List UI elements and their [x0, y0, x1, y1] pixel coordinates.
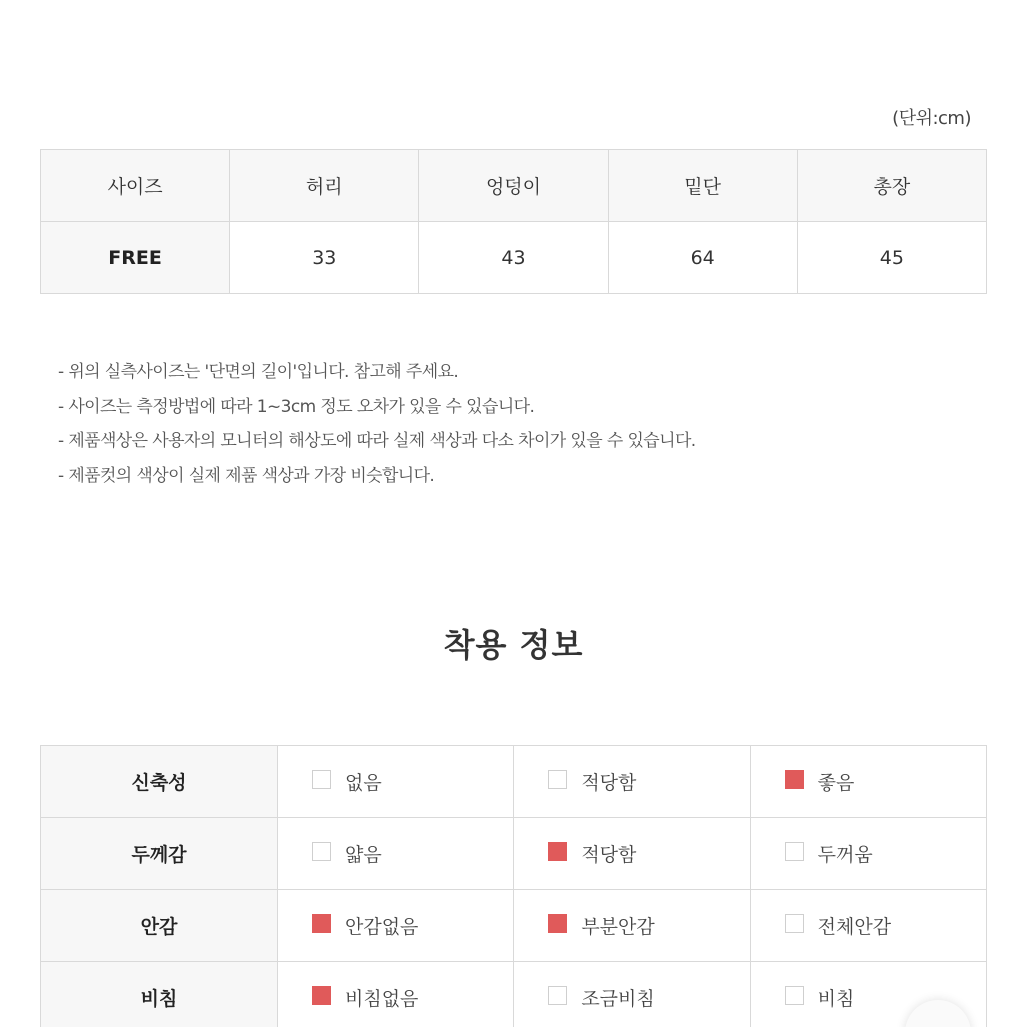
- size-notes: [58, 355, 696, 493]
- size-table-header-row: [41, 150, 987, 222]
- fit-info-title: 착용 정보: [443, 626, 584, 664]
- option-label: 없음: [345, 772, 382, 794]
- option-label: 적당함: [581, 844, 637, 866]
- fit-option: [750, 818, 986, 890]
- table-row-thickness: [41, 818, 987, 890]
- fit-option: [750, 890, 986, 962]
- table-row: [41, 222, 987, 294]
- size-header-size: 사이즈: [41, 150, 230, 222]
- option-label: 비침없음: [345, 988, 419, 1010]
- length-value: 45: [797, 222, 986, 294]
- option-label: 두꺼움: [817, 844, 873, 866]
- size-table: [40, 149, 987, 294]
- option-label: 좋음: [817, 772, 855, 794]
- size-header-length: 총장: [797, 150, 986, 222]
- option-label: 얇음: [345, 844, 382, 866]
- note-item: - 사이즈는 측정방법에 따라 1~3cm 정도 오차가 있을 수 있습니다.: [58, 396, 535, 417]
- checkbox-icon: [312, 842, 331, 861]
- checkbox-icon: [548, 842, 567, 861]
- checkbox-icon: [785, 842, 804, 861]
- option-label: 전체안감: [817, 916, 892, 938]
- checkbox-icon: [312, 914, 331, 933]
- fit-option: [750, 746, 986, 818]
- hip-value: 43: [419, 222, 608, 294]
- table-row-lining: [41, 890, 987, 962]
- fit-option: [514, 818, 750, 890]
- row-label: 안감: [41, 890, 278, 962]
- option-label: 적당함: [581, 772, 637, 794]
- option-label: 안감없음: [345, 916, 419, 938]
- option-label: 부분안감: [581, 916, 655, 938]
- checkbox-icon: [548, 770, 567, 789]
- fit-option: [514, 746, 750, 818]
- waist-value: 33: [230, 222, 419, 294]
- unit-label: (단위:cm): [892, 108, 971, 129]
- fit-option: [514, 890, 750, 962]
- size-header-hem: 밑단: [608, 150, 797, 222]
- note-item: - 제품컷의 색상이 실제 제품 색상과 가장 비슷합니다.: [58, 465, 435, 486]
- checkbox-icon: [312, 770, 331, 789]
- checkbox-icon: [785, 914, 804, 933]
- note-item: - 위의 실측사이즈는 '단면의 길이'입니다. 참고해 주세요.: [58, 362, 459, 382]
- fit-option: [514, 962, 750, 1027]
- size-value: FREE: [41, 222, 230, 294]
- note-item: - 제품색상은 사용자의 모니터의 해상도에 따라 실제 색상과 다소 차이가 있을 수 있습니다.: [58, 431, 696, 451]
- hem-value: 64: [608, 222, 797, 294]
- option-label: 조금비침: [581, 988, 655, 1010]
- checkbox-icon: [785, 770, 804, 789]
- checkbox-icon: [785, 986, 804, 1005]
- checkbox-icon: [548, 914, 567, 933]
- row-label: 비침: [41, 962, 278, 1027]
- fit-option: [278, 746, 514, 818]
- row-label: 두께감: [41, 818, 278, 890]
- fit-option: [278, 818, 514, 890]
- row-label: 신축성: [41, 746, 278, 818]
- table-row-sheerness: [41, 962, 987, 1027]
- fit-option: [278, 890, 514, 962]
- size-header-waist: 허리: [230, 150, 419, 222]
- size-header-hip: 엉덩이: [419, 150, 608, 222]
- fit-option: [278, 962, 514, 1027]
- option-label: 비침: [817, 988, 855, 1010]
- checkbox-icon: [548, 986, 567, 1005]
- fit-info-table: [40, 745, 987, 1027]
- table-row-stretch: [41, 746, 987, 818]
- checkbox-icon: [312, 986, 331, 1005]
